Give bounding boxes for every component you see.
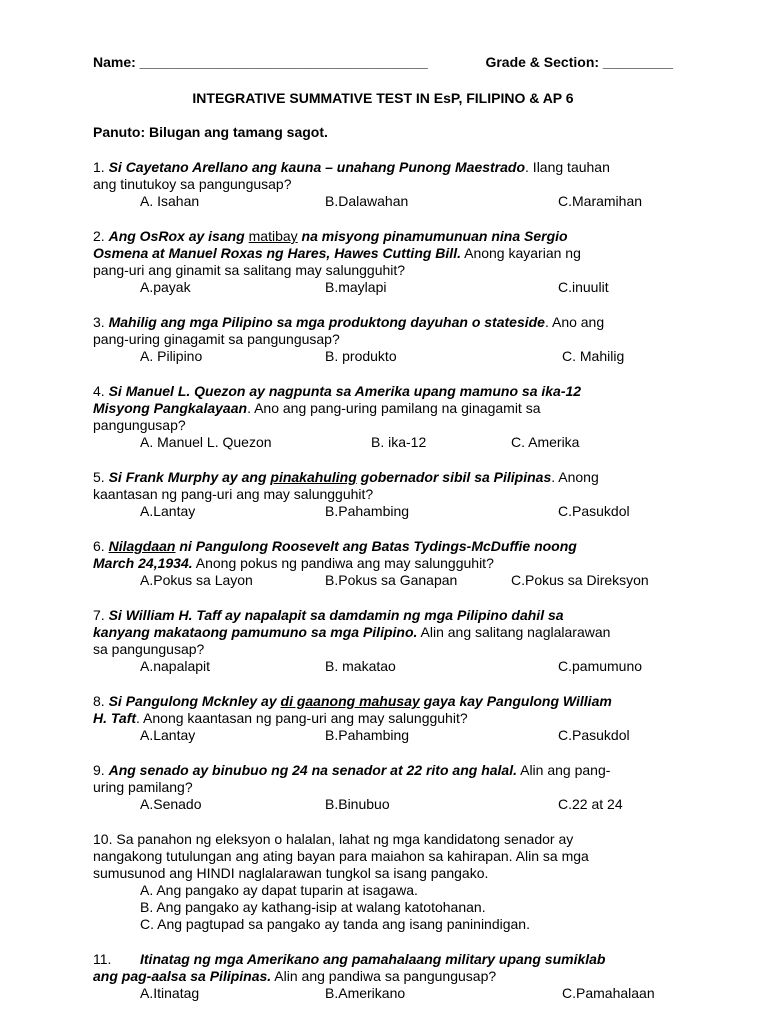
option-a[interactable]: A.Lantay [140, 727, 196, 743]
question-3-options [93, 348, 673, 365]
option-a[interactable]: A.payak [140, 279, 191, 295]
question-9: 9. Ang senado ay binubuo ng 24 na senador at 22 rito ang halal. Alin ang pang- uring pamilang? A.Senado B.Binubuo C.22 at 24 [93, 762, 673, 813]
option-b[interactable]: B. ika-12 [371, 434, 427, 450]
option-a[interactable]: A. Ang pangako ay dapat tuparin at isagawa. [140, 882, 418, 898]
question-2-options [93, 279, 673, 296]
question-6-options [93, 572, 673, 589]
underlined-word: matibay [248, 228, 298, 244]
question-5-options [93, 503, 673, 520]
option-c[interactable]: C. Ang pagtupad sa pangako ay tanda ang isang paninindigan. [140, 916, 530, 932]
question-10: 10. Sa panahon ng eleksyon o halalan, lahat ng mga kandidatong senador ay nangakong tutulungan ang ating bayan para maiahon sa kahirapan. Alin sa mga sumusunod ang HINDI naglalarawan tungkol sa isang pangako. A. Ang pangako ay dapat tuparin at isagawa. B. Ang pangako ay kathang-isip at walang katotohanan. C. Ang pagtupad sa pangako ay tanda ang isang paninindigan. [93, 831, 673, 933]
grade-section-label: Grade & Section: _________ [485, 54, 673, 70]
option-c[interactable]: C.inuulit [558, 279, 609, 295]
option-c[interactable]: C.Maramihan [558, 193, 643, 209]
question-4-options [93, 434, 673, 451]
question-8: 8. Si Pangulong Mcknley ay di gaanong mahusay gaya kay Pangulong William H. Taft. Anong kaantasan ng pang-uri ang may salungguhit? A.Lantay B.Pahambing C.Pasukdol [93, 693, 673, 744]
option-a[interactable]: A. Manuel L. Quezon [140, 434, 272, 450]
option-b[interactable]: B. makatao [325, 658, 396, 674]
question-11: 11. Itinatag ng mga Amerikano ang pamahalaang military upang sumiklab ang pag-aalsa sa Pilipinas. Alin ang pandiwa sa pangungusap? A.Itinatag B.Amerikano C.Pamahalaan [93, 951, 673, 1002]
option-b[interactable]: B.Pokus sa Ganapan [325, 572, 458, 588]
option-b[interactable]: B.Pahambing [325, 503, 410, 519]
name-field-label: Name: _____________________________________ [93, 54, 428, 70]
question-7: 7. Si William H. Taff ay napalapit sa damdamin ng mga Pilipino dahil sa kanyang makataong pamumuno sa mga Pilipino. Alin ang salitang naglalarawan sa pangungusap? A.napalapit B. makatao C.pamumuno [93, 607, 673, 675]
option-c[interactable]: C.22 at 24 [558, 796, 623, 812]
question-1-options [93, 193, 673, 210]
option-b[interactable]: B.Amerikano [325, 985, 406, 1001]
option-b[interactable]: B.Dalawahan [325, 193, 409, 209]
instruction: Panuto: Bilugan ang tamang sagot. [93, 124, 328, 140]
question-9-options [93, 796, 673, 813]
option-b[interactable]: B. Ang pangako ay kathang-isip at walang katotohanan. [140, 899, 486, 915]
question-2: 2. Ang OsRox ay isang matibay na misyong pinamumunuan nina Sergio Osmena at Manuel Roxas ng Hares, Hawes Cutting Bill. Anong kayarian ng pang-uri ang ginamit sa salitang may salungguhit? A.payak B.maylapi C.inuulit [93, 228, 673, 296]
option-c[interactable]: C.Pasukdol [558, 503, 630, 519]
question-4: 4. Si Manuel L. Quezon ay nagpunta sa Amerika upang mamuno sa ika-12 Misyong Pangkalayaan. Ano ang pang-uring pamilang na ginagamit sa pangungusap? A. Manuel L. Quezon B. ika-12 C. Amerika [93, 383, 673, 451]
option-a[interactable]: A.Itinatag [140, 985, 200, 1001]
page-title: INTEGRATIVE SUMMATIVE TEST IN EsP, FILIPINO & AP 6 [192, 90, 574, 106]
question-1: 1. Si Cayetano Arellano ang kauna – unahang Punong Maestrado. Ilang tauhan ang tinutukoy sa pangungusap? A. Isahan B.Dalawahan C.Maramihan [93, 159, 673, 210]
option-b[interactable]: B. produkto [325, 348, 397, 364]
option-a[interactable]: A.Pokus sa Layon [140, 572, 253, 588]
test-page [93, 54, 673, 1002]
option-c[interactable]: C.pamumuno [558, 658, 643, 674]
option-a[interactable]: A.Lantay [140, 503, 196, 519]
option-c[interactable]: C.Pamahalaan [562, 985, 655, 1001]
option-c[interactable]: C.Pasukdol [558, 727, 630, 743]
underlined-word: di gaanong mahusay [280, 693, 420, 709]
option-b[interactable]: B.Pahambing [325, 727, 410, 743]
question-3: 3. Mahilig ang mga Pilipino sa mga produktong dayuhan o stateside. Ano ang pang-uring ginagamit sa pangungusap? A. Pilipino B. produkto C. Mahilig [93, 314, 673, 365]
underlined-word: Nilagdaan [108, 538, 176, 554]
question-6: 6. Nilagdaan ni Pangulong Roosevelt ang Batas Tydings-McDuffie noong March 24,1934. Anong pokus ng pandiwa ang may salungguhit? A.Pokus sa Layon B.Pokus sa Ganapan C.Pokus sa Direksyon [93, 538, 673, 589]
question-11-options [93, 985, 673, 1002]
question-1-stem: Si Cayetano Arellano ang kauna – unahang Punong Maestrado [108, 159, 526, 175]
option-a[interactable]: A. Isahan [140, 193, 200, 209]
question-8-options [93, 727, 673, 744]
option-a[interactable]: A. Pilipino [140, 348, 203, 364]
option-b[interactable]: B.maylapi [325, 279, 387, 295]
header-line [93, 54, 673, 71]
option-a[interactable]: A.Senado [140, 796, 202, 812]
underlined-word: pinakahuling [270, 469, 357, 485]
question-5: 5. Si Frank Murphy ay ang pinakahuling gobernador sibil sa Pilipinas. Anong kaantasan ng pang-uri ang may salungguhit? A.Lantay B.Pahambing C.Pasukdol [93, 469, 673, 520]
option-c[interactable]: C. Amerika [511, 434, 580, 450]
option-c[interactable]: C. Mahilig [562, 348, 625, 364]
option-c[interactable]: C.Pokus sa Direksyon [511, 572, 649, 588]
option-a[interactable]: A.napalapit [140, 658, 211, 674]
option-b[interactable]: B.Binubuo [325, 796, 390, 812]
question-7-options [93, 658, 673, 675]
